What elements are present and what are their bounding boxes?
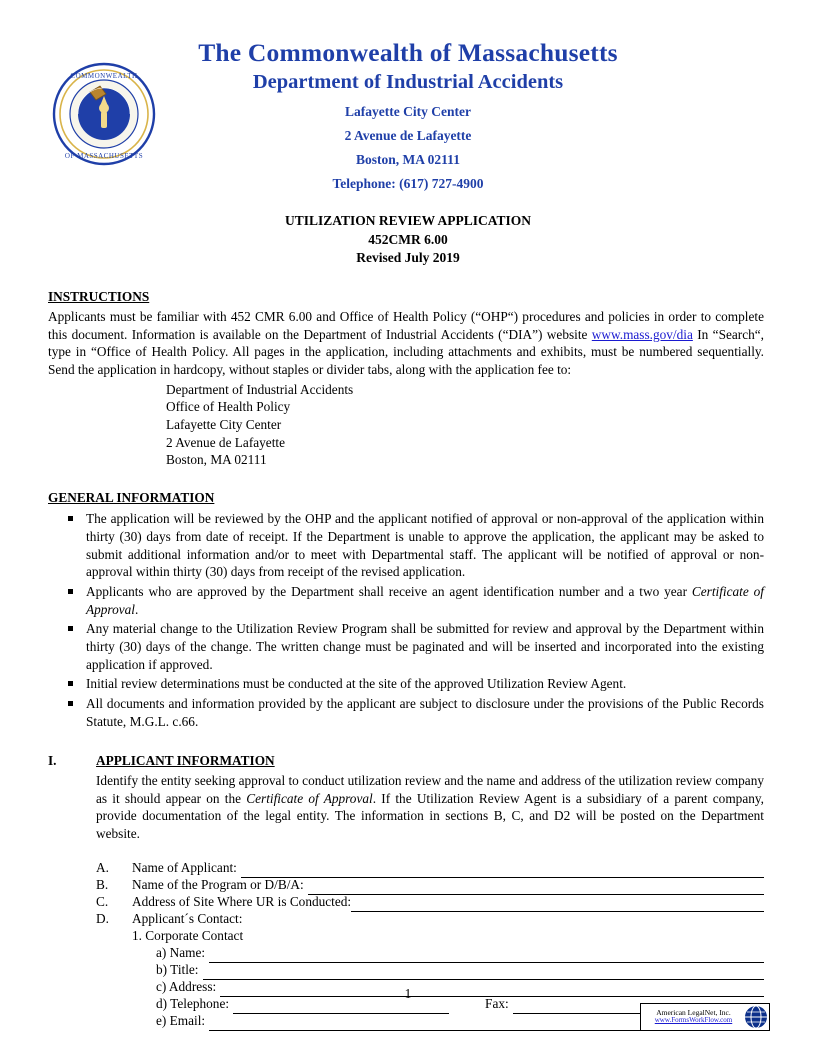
bullet-text: Any material change to the Utilization Review Program shall be submitted for review and approval by the Department within thirty (30) days of the change. The written change must be paginated and will be inserted and incorporated into the existing application if approved. <box>86 621 764 672</box>
bullet-italic-text: Certificate of Approval <box>86 584 764 617</box>
field-label-program-name: Name of the Program or D/B/A: <box>132 876 304 892</box>
instructions-text-after-link: In “Search“, type in “Office of Health Policy. All pages in the application, including attachments and exhibits, must be numbered sequentially. Send the application in hardcopy, without staples or divider tabs, along with the application fee to: <box>48 326 764 377</box>
mailing-address-line-3: Lafayette City Center <box>166 416 282 432</box>
section-number: I. <box>48 753 57 769</box>
document-title: UTILIZATION REVIEW APPLICATION <box>284 212 532 228</box>
field-letter-c: C. <box>96 893 109 909</box>
section-body-part1: Identify the entity seeking approval to conduct utilization review and the name and address of the utilization review company as it should appear on the <box>96 773 764 806</box>
header-address-line2: 2 Avenue de Lafayette <box>344 128 472 144</box>
org-name-line2: Department of Industrial Accidents <box>252 71 564 94</box>
list-item <box>48 675 764 693</box>
document-code: 452CMR 6.00 <box>368 231 448 247</box>
general-information-heading: GENERAL INFORMATION <box>48 489 215 505</box>
section-title: APPLICANT INFORMATION <box>96 753 275 769</box>
field-label-contact-fax: Fax: <box>485 995 509 1011</box>
header-phone: Telephone: (617) 727-4900 <box>332 176 484 192</box>
field-row-contact-name <box>156 946 764 963</box>
svg-text:COMMONWEALTH: COMMONWEALTH <box>70 72 138 80</box>
section-applicant-information <box>48 752 764 842</box>
field-letter-b: B. <box>96 876 109 892</box>
mailing-address-line-1: Department of Industrial Accidents <box>166 381 354 397</box>
field-label-contact-address: c) Address: <box>156 978 217 994</box>
field-letter-a: A. <box>96 859 109 875</box>
list-item <box>48 583 764 618</box>
mailing-address-line-5: Boston, MA 02111 <box>166 452 267 468</box>
bullet-text: All documents and information provided by the applicant are subject to disclosure under the provisions of the Public Records Statute, M.G.L. c.66. <box>86 696 764 729</box>
commonwealth-seal-icon <box>52 62 156 166</box>
section-body <box>96 772 764 843</box>
list-item <box>48 695 764 730</box>
mailing-address-line-2: Office of Health Policy <box>166 399 291 415</box>
stamp-website-link[interactable]: www.FormsWorkFlow.com <box>654 1016 733 1025</box>
bullet-text: Applicants who are approved by the Department shall receive an agent identification number and a two year <box>86 584 692 600</box>
document-revision: Revised July 2019 <box>356 250 460 266</box>
header-address-line3: Boston, MA 02111 <box>356 152 460 168</box>
page-number: 1 <box>404 986 412 1001</box>
field-label-contact-email: e) Email: <box>156 1012 206 1028</box>
legalnet-globe-icon <box>744 1005 768 1029</box>
bullet-text-after: . <box>135 601 139 617</box>
instructions-heading: INSTRUCTIONS <box>48 289 150 305</box>
program-name-input[interactable] <box>308 881 764 895</box>
instructions-text-before-link: Applicants must be familiar with 452 CMR 6.00 and Office of Health Policy (“OHP“) procedures and policies in order to complete this document. Information is available on the Department of Industrial Accidents (“DIA”) website <box>48 308 764 342</box>
site-address-input[interactable] <box>351 898 764 912</box>
field-label-contact-telephone: d) Telephone: <box>156 995 230 1011</box>
field-letter-d: D. <box>96 910 109 926</box>
field-label-site-address: Address of Site Where UR is Conducted: <box>132 893 352 909</box>
field-row-contact-title <box>156 963 764 980</box>
org-name-line1: The Commonwealth of Massachusetts <box>198 38 618 67</box>
bullet-text: The application will be reviewed by the OHP and the applicant notified of approval or non-approval of the application within thirty (30) days from date of receipt. If the Department is unable to approve the application, the applicant may be asked to submit additional information and/or to meet with Departmental staff. The applicant will be notified of approval or non-approval within thirty (30) days from receipt of the revised application. <box>86 511 764 580</box>
list-item <box>48 620 764 673</box>
section-body-italic: Certificate of Approval <box>246 790 373 806</box>
american-legalnet-stamp <box>640 1003 770 1031</box>
contact-name-input[interactable] <box>209 949 764 963</box>
field-label-contact-name: a) Name: <box>156 944 206 960</box>
list-item <box>48 510 764 581</box>
mailing-address-block <box>166 381 764 469</box>
section-body-part2: . If the Utilization Review Agent is a subsidiary of a parent company, provide documentation of the legal entity. The information in sections B, C, and D2 will be posted on the Department website. <box>96 790 764 842</box>
instructions-paragraph <box>48 308 764 379</box>
field-row-corporate-contact <box>132 929 764 946</box>
general-information-list <box>48 510 764 730</box>
svg-text:OF MASSACHUSETTS: OF MASSACHUSETTS <box>64 152 144 160</box>
field-label-applicant-contact: Applicant´s Contact: <box>132 910 243 926</box>
mass-gov-dia-link[interactable]: www.mass.gov/dia <box>591 326 693 342</box>
mailing-address-line-4: 2 Avenue de Lafayette <box>166 434 285 450</box>
contact-title-input[interactable] <box>203 966 765 980</box>
stamp-company-name: American LegalNet, Inc. <box>656 1008 731 1018</box>
header-address-line1: Lafayette City Center <box>345 103 471 119</box>
name-of-applicant-input[interactable] <box>241 864 764 878</box>
field-label-contact-title: b) Title: <box>156 961 199 977</box>
field-label-name-of-applicant: Name of Applicant: <box>132 859 237 875</box>
field-label-corporate-contact: 1. Corporate Contact <box>132 927 244 943</box>
bullet-text: Initial review determinations must be conducted at the site of the approved Utilization Review Agent. <box>86 676 627 692</box>
